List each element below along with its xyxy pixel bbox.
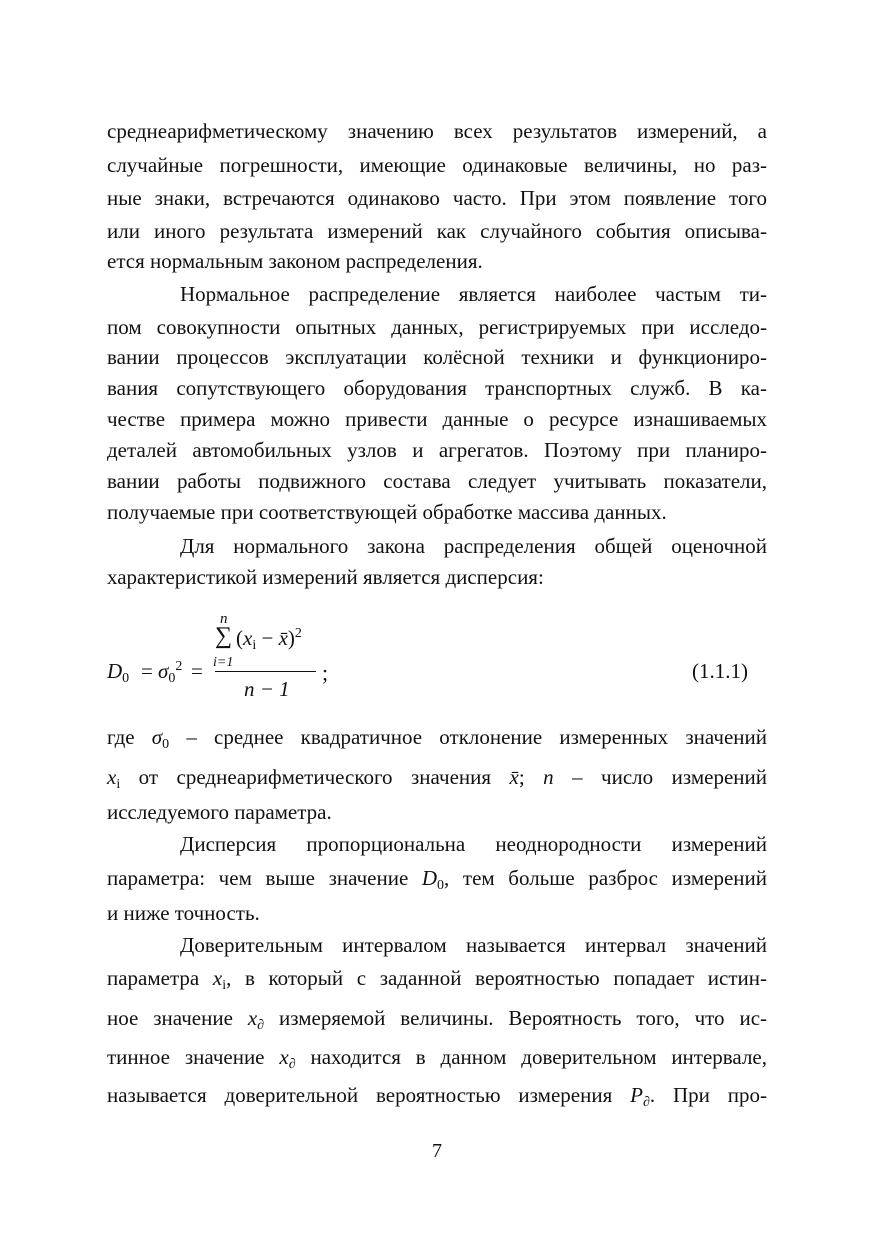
text-line: случайные погрешности, имеющие одинаковые величины, но раз- xyxy=(107,153,767,177)
page-number: 7 xyxy=(432,1140,442,1162)
formula-equals: = xyxy=(141,659,153,683)
formula-sigma: $\sigma_0^2$ xyxy=(158,659,183,686)
text-line: параметра: чем выше значение $D_0$, тем больше разброс измерений xyxy=(107,866,767,893)
text-line: или иного результата измерений как случайного события описыва- xyxy=(107,219,767,243)
sum-upper-limit: n xyxy=(220,611,228,627)
text-line: вании процессов эксплуатации колёсной техники и функциониро- xyxy=(107,345,767,369)
sum-symbol: ∑ xyxy=(215,623,233,649)
text-line: Дисперсия пропорциональна неоднородности измерений xyxy=(180,832,767,856)
text-line: характеристикой измерений является дисперсия: xyxy=(107,565,544,589)
text-line: вании работы подвижного состава следует учитывать показатели, xyxy=(107,469,767,493)
fraction-bar xyxy=(215,671,316,672)
text-line: пом совокупности опытных данных, регистрируемых при исследо- xyxy=(107,315,767,339)
formula-denominator: n − 1 xyxy=(244,677,290,701)
text-line: честве примера можно привести данные о ресурсе изнашиваемых xyxy=(107,407,767,431)
text-line: параметра $x_i$, в который с заданной вероятностью попадает истин- xyxy=(107,966,767,993)
text-line: $x_i$ от среднеарифметического значения x̄; n – число измерений xyxy=(107,765,767,792)
formula-equals: = xyxy=(191,659,203,683)
text-line: Для нормального закона распределения общей оценочной xyxy=(180,534,767,558)
formula-numerator: ($x_i$ − x̄)$^2$ xyxy=(236,626,302,653)
text-line: получаемые при соответствующей обработке массива данных. xyxy=(107,500,667,524)
text-line: Доверительным интервалом называется интервал значений xyxy=(180,933,767,957)
text-line: Нормальное распределение является наиболее частым ти- xyxy=(180,282,767,306)
text-line: и ниже точность. xyxy=(107,901,260,925)
text-line: ется нормальным законом распределения. xyxy=(107,249,483,273)
text-line: вания сопутствующего оборудования транспортных служб. В ка- xyxy=(107,376,767,400)
text-line: исследуемого параметра. xyxy=(107,800,332,824)
formula-terminator: ; xyxy=(322,660,329,685)
text-line: называется доверительной вероятностью измерения $P_\partial$. При про- xyxy=(107,1083,767,1110)
text-line: тинное значение $x_\partial$ находится в данном доверительном интервале, xyxy=(107,1045,767,1072)
text-line: ное значение $x_\partial$ измеряемой величины. Вероятность того, что ис- xyxy=(107,1006,768,1033)
text-line: где $\sigma_0$ – среднее квадратичное отклонение измеренных значений xyxy=(107,725,767,752)
sum-lower-limit: i=1 xyxy=(213,655,234,670)
text-line: ные знаки, встречаются одинаково часто. При этом появление того xyxy=(107,186,767,210)
text-line: среднеарифметическому значению всех результатов измерений, а xyxy=(107,119,767,143)
formula-lhs: $D_0$ xyxy=(107,659,130,686)
text-line: деталей автомобильных узлов и агрегатов. Поэтому при планиро- xyxy=(107,438,767,462)
formula-number: (1.1.1) xyxy=(692,659,748,683)
